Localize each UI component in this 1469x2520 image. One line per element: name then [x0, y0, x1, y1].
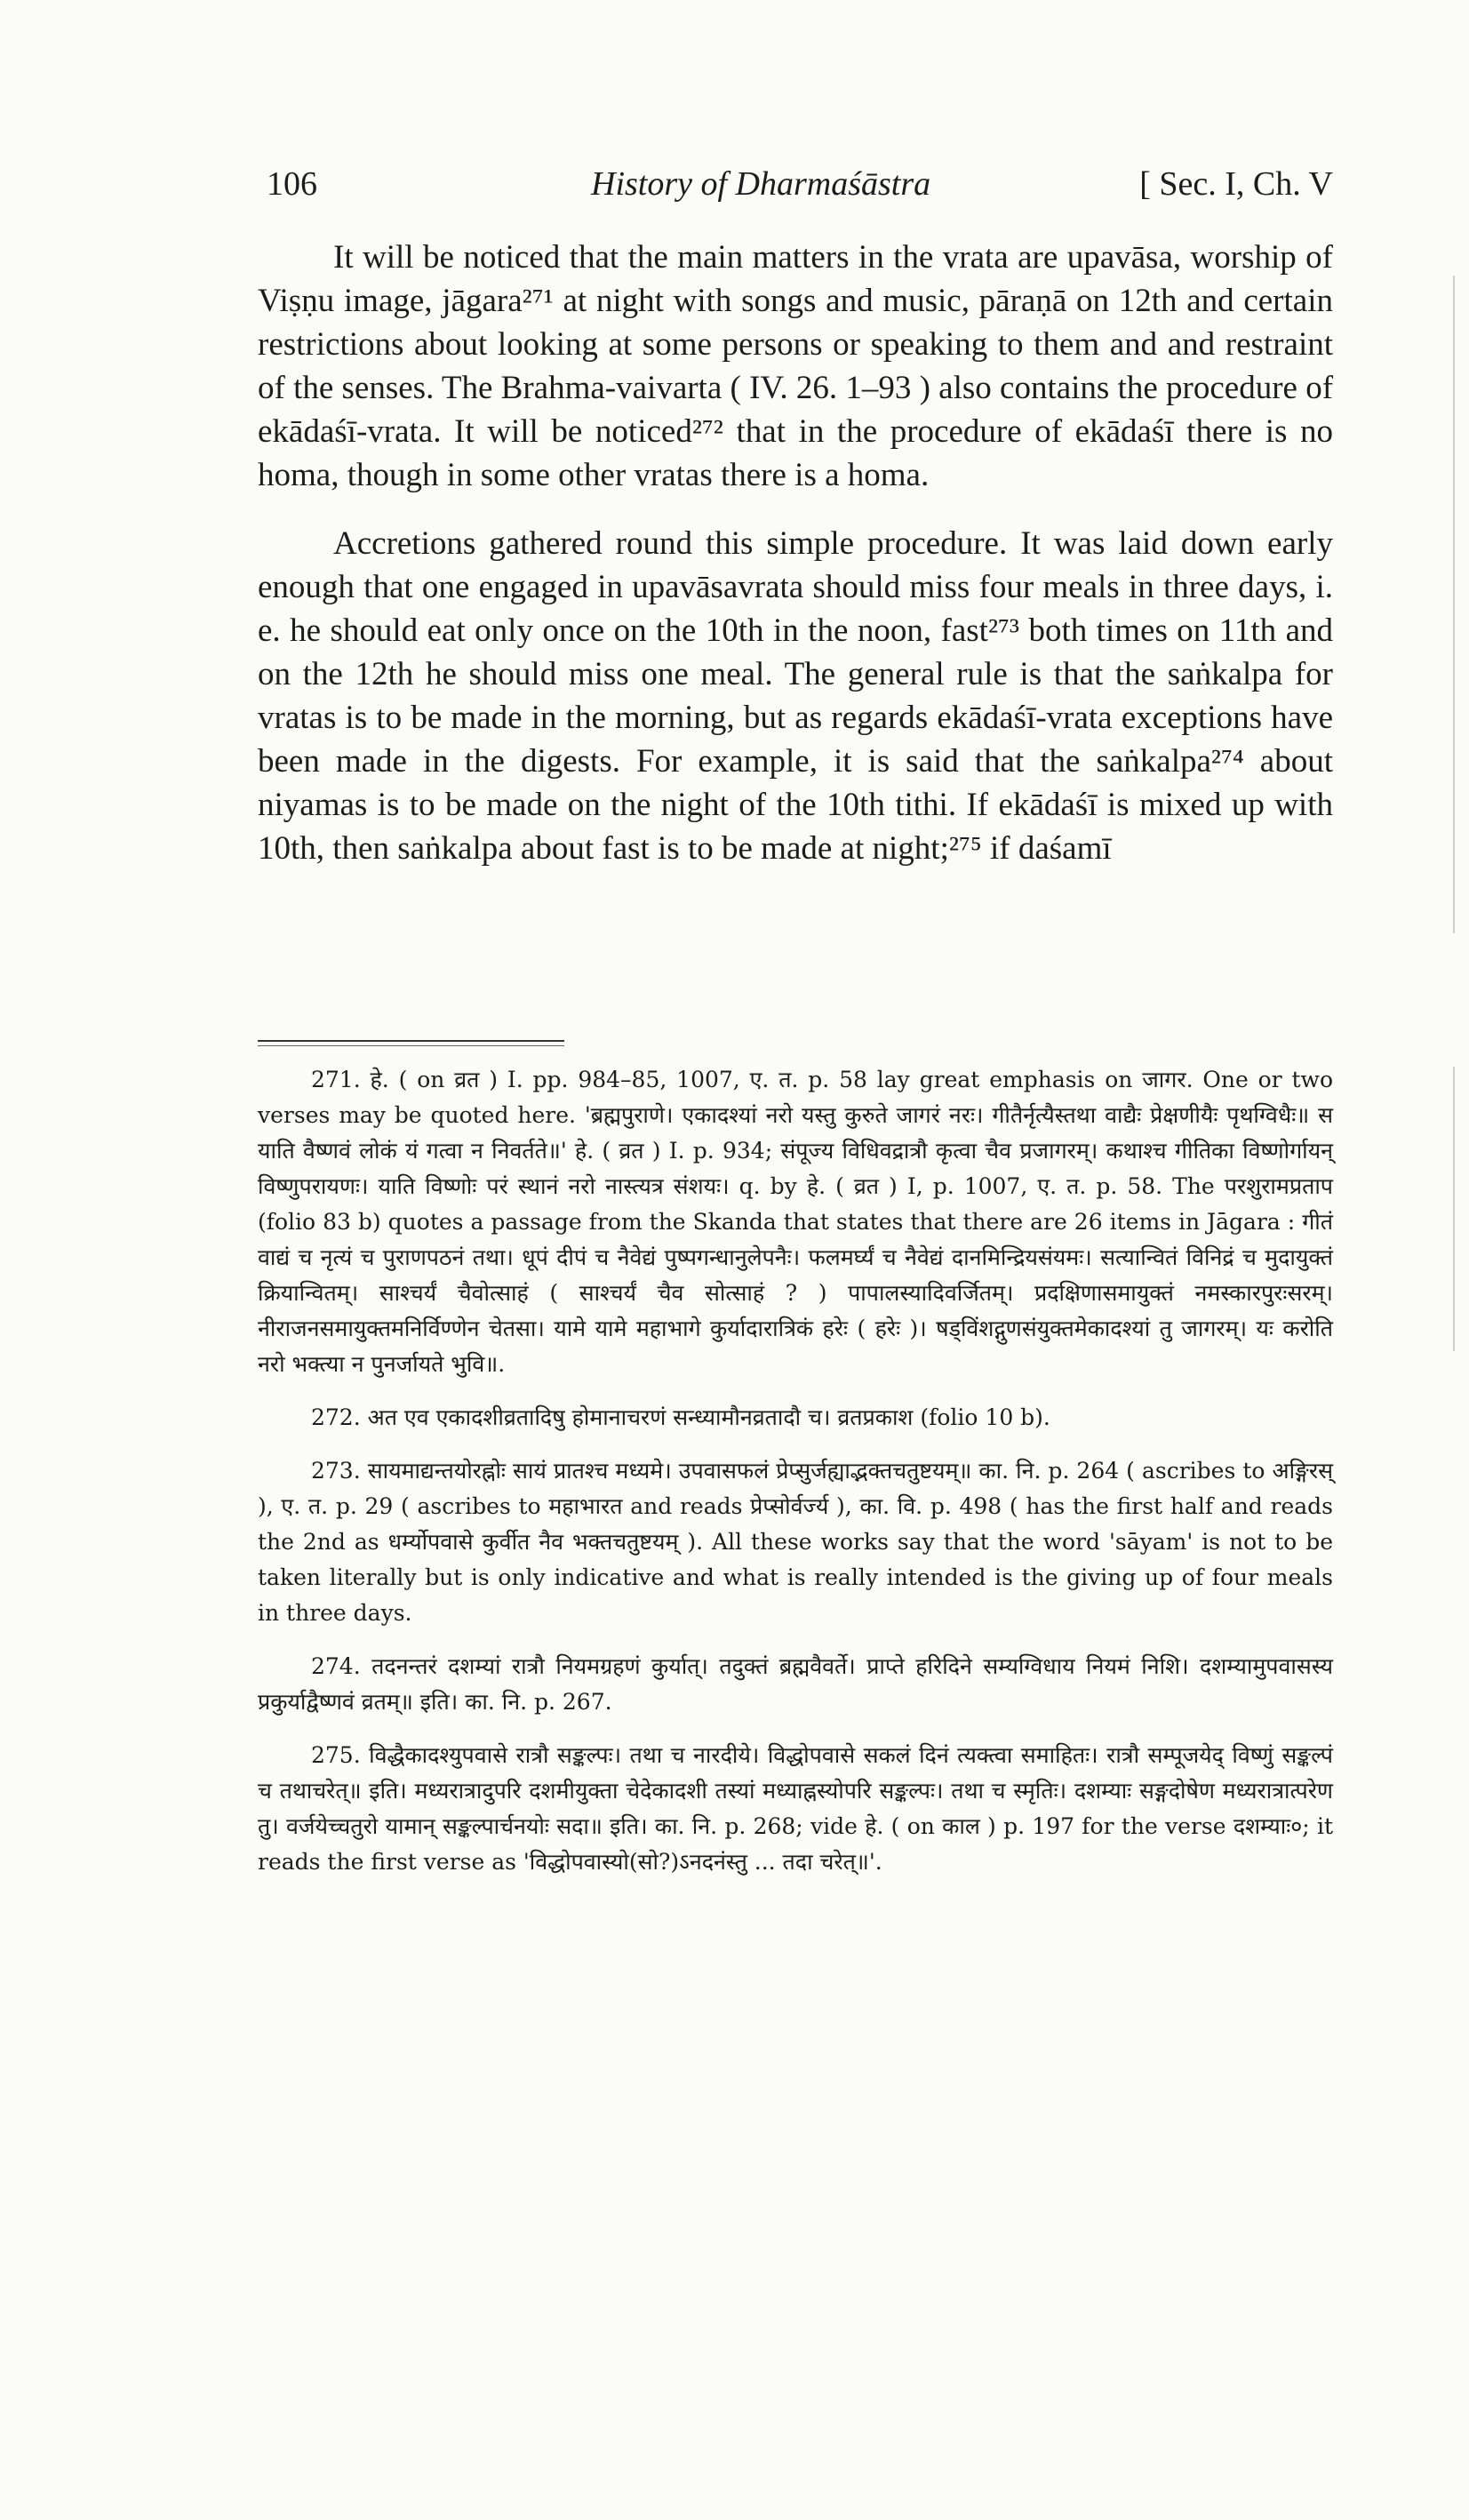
footnote-275: 275. विद्धैकादश्युपवासे रात्रौ सङ्कल्पः। तथा च नारदीये। विद्धोपवासे सकलं दिनं त्यक्त्वा समाहितः। रात्रौ सम्पूजयेद् विष्णुं सङ्कल्पं च तथाचरेत्॥ इति। मध्यरात्रादुपरि दशमीयुक्ता चेदेकादशी तस्यां मध्याह्नस्योपरि सङ्कल्पः। तथा च स्मृतिः। दशम्याः सङ्गदोषेण मध्यरात्रात्परेण तु। वर्जयेच्चतुरो यामान् सङ्कल्पार्चनयोः सदा॥ इति। का. नि. p. 268; vide हे. ( on काल ) p. 197 for the verse दशम्याः०; it reads the first verse as 'विद्धोपवास्यो(सो?)ऽनदनंस्तु ... तदा चरेत्॥'.: [258, 1742, 1333, 1875]
paragraph-1: It will be noticed that the main matters in the vrata are upavāsa, worship of Viṣṇu image, jāgara²⁷¹ at night with songs and music, pāraṇā on 12th and certain restrictions about looking at some persons or speaking to them and and restraint of the senses. The Brahma-vaivarta ( IV. 26. 1–93 ) also contains the procedure of ekādaśī-vrata. It will be noticed²⁷² that in the procedure of ekādaśī there is no homa, though in some other vratas there is a homa.: [258, 239, 1334, 493]
footnote-273: 273. सायमाद्यन्तयोरह्नोः सायं प्रातश्च मध्यमे। उपवासफलं प्रेप्सुर्जह्याद्भक्तचतुष्टयम्॥ का. नि. p. 264 ( ascribes to अङ्गिरस् ), ए. त. p. 29 ( ascribes to महाभारत and reads प्रेप्सोर्वर्ज्य ), का. वि. p. 498 ( has the first half and reads the 2nd as धर्म्योपवासे कुर्वीत नैव भक्तचतुष्टयम् ). All these works say that the word 'sāyam' is not to be taken literally but is only indicative and what is really intended is the giving up of four meals in three days.: [258, 1458, 1333, 1626]
paragraph-2: Accretions gathered round this simple procedure. It was laid down early enough that one engaged in upavāsavrata should miss four meals in three days, i. e. he should eat only once on the 10th in the noon, fast²⁷³ both times on 11th and on the 12th he should miss one meal. The general rule is that the saṅkalpa for vratas is to be made in the morning, but as regards ekādaśī-vrata exceptions have been made in the digests. For example, it is said that the saṅkalpa²⁷⁴ about niyamas is to be made on the night of the 10th tithi. If ekādaśī is mixed up with 10th, then saṅkalpa about fast is to be made at night;²⁷⁵ if daśamī: [258, 525, 1333, 867]
footnote-272: 272. अत एव एकादशीव्रतादिषु होमानाचरणं सन्ध्यामौनव्रतादौ च। व्रतप्रकाश (folio 10 b).: [311, 1404, 1050, 1430]
page-header: [267, 164, 1333, 218]
main-text: [258, 236, 1333, 895]
footnote-divider: [258, 1040, 564, 1042]
footnotes: [258, 1062, 1333, 1898]
footnote-274: 274. तदनन्तरं दशम्यां रात्रौ नियमग्रहणं कुर्यात्। तदुक्तं ब्रह्मवैवर्ते। प्राप्ते हरिदिने सम्यग्विधाय नियमं निशि। दशम्यामुपवासस्य प्रकुर्याद्वैष्णवं व्रतम्॥ इति। का. नि. p. 267.: [258, 1653, 1333, 1715]
footnote-271: 271. हे. ( on व्रत ) I. pp. 984–85, 1007, ए. त. p. 58 lay great emphasis on जागर. One or two verses may be quoted here. 'ब्रह्मपुराणे। एकादश्यां नरो यस्तु कुरुते जागरं नरः। गीतैर्नृत्यैस्तथा वाद्यैः प्रेक्षणीयैः पृथग्विधैः॥ स याति वैष्णवं लोकं यं गत्वा न निवर्तते॥' हे. ( व्रत ) I. p. 934; संपूज्य विधिवद्रात्रौ कृत्वा चैव प्रजागरम्। कथाश्च गीतिका विष्णोर्गायन् विष्णुपरायणः। याति विष्णोः परं स्थानं नरो नास्त्यत्र संशयः। q. by हे. ( व्रत ) I, p. 1007, ए. त. p. 58. The परशुरामप्रताप (folio 83 b) quotes a passage from the Skanda that states that there are 26 items in Jāgara : गीतं वाद्यं च नृत्यं च पुराणपठनं तथा। धूपं दीपं च नैवेद्यं पुष्पगन्धानुलेपनैः। फलमर्घ्यं च नैवेद्यं दानमिन्द्रियसंयमः। सत्यान्वितं विनिद्रं च मुदायुक्तं क्रियान्वितम्। साश्चर्यं चैवोत्साहं ( साश्चर्यं चैव सोत्साहं ? ) पापालस्यादिवर्जितम्। प्रदक्षिणासमायुक्तं नमस्कारपुरःसरम्। नीराजनसमायुक्तमनिर्विण्णेन चेतसा। यामे यामे महाभागे कुर्यादारात्रिकं हरेः ( हरेः )। षड्विंशद्गुणसंयुक्तमेकादश्यां तु जागरम्। यः करोति नरो भक्त्या न पुनर्जायते भुवि॥.: [258, 1067, 1333, 1377]
running-title: History of Dharmaśāstra: [591, 165, 931, 203]
page-number: 106: [267, 165, 317, 203]
section-label: [ Sec. I, Ch. V: [1139, 165, 1333, 203]
scan-margin-line: [1453, 1067, 1455, 1351]
footnote-divider-secondary: [258, 1045, 564, 1046]
scan-margin-line: [1453, 276, 1455, 933]
